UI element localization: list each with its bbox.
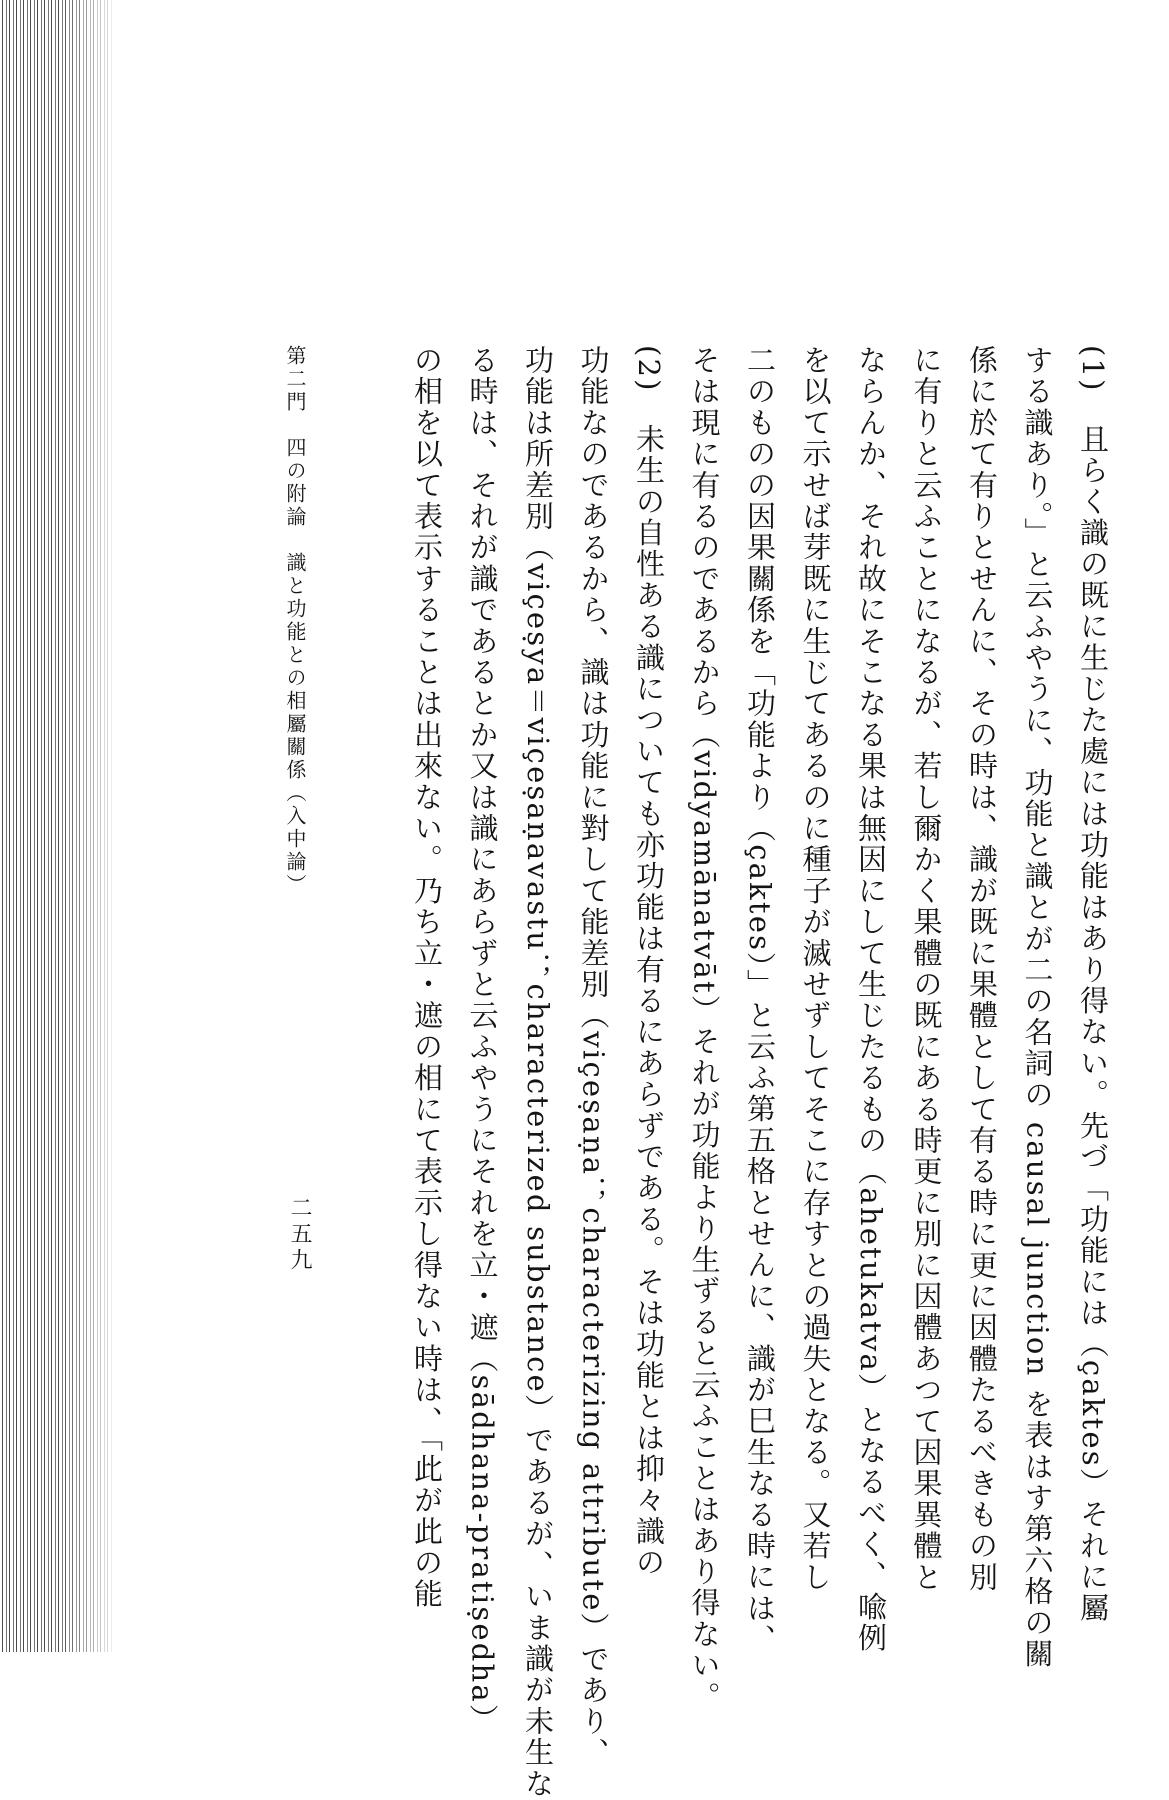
text-line-1: (1) 且らく識の既に生じた處には功能はあり得ない。先づ「功能には（çaktes）それに屬: [1076, 345, 1110, 1624]
text-line-13: の相を以て表示することは出來ない。乃ち立・遮の相にて表示し得ない時は、「此が此の能: [410, 345, 444, 1610]
text-line-12: る時は、それが識であるとか又は識にあらずと云ふやうにそれを立・遮（sādhana-pratiṣedha）: [465, 345, 500, 1736]
text-line-5: ならんか、それ故にそこなる果は無因にして生じたるもの（ahetukatva）となるべく、喩例: [854, 345, 888, 1654]
text-line-3: 係に於て有りとせんに、その時は、識が既に果體として有る時に更に因體たるべきもの別: [965, 345, 999, 1593]
page-number: 二五九: [287, 1196, 312, 1274]
text-line-6: を以て示せば芽既に生じてあるのに種子が滅せずしてそこに存すとの過失となる。又若し: [798, 345, 833, 1593]
text-line-8: そは現に有るのであるから（vidyamānatvāt）それが功能より生ずると云ふことはあり得ない。: [687, 345, 722, 1713]
text-line-10: 功能なのであるから、識は功能に對して能差別（viçeṣaṇa；characterizing attribute）であり、: [576, 345, 611, 1769]
running-head: [270, 345, 310, 1345]
body-text: [250, 345, 1120, 1800]
text-line-9: (2) 未生の自性ある識についても亦功能は有るにあらずである。そは功能とは抑々識の: [632, 345, 666, 1579]
spine-fade: [60, 0, 120, 1652]
running-head-text: 第二門 四の附論 識と功能との相屬關係（入中論）: [283, 345, 307, 897]
text-line-2: する識あり。」と云ふやうに、功能と識とが二の名詞の causal junction を表はす第六格の關: [1020, 345, 1055, 1670]
text-line-7: 二のものの因果關係を「功能より（çaktes）」と云ふ第五格とせんに、識が巳生なる時には、: [743, 345, 777, 1656]
text-line-4: に有りと云ふことになるが、若し爾かく果體の既にある時更に別に因體あつて因果異體と: [909, 345, 944, 1593]
text-line-11: 功能は所差別（viçeṣya＝viçeṣaṇavastu；characterized substance）であるが、いま識が未生な: [521, 345, 555, 1800]
